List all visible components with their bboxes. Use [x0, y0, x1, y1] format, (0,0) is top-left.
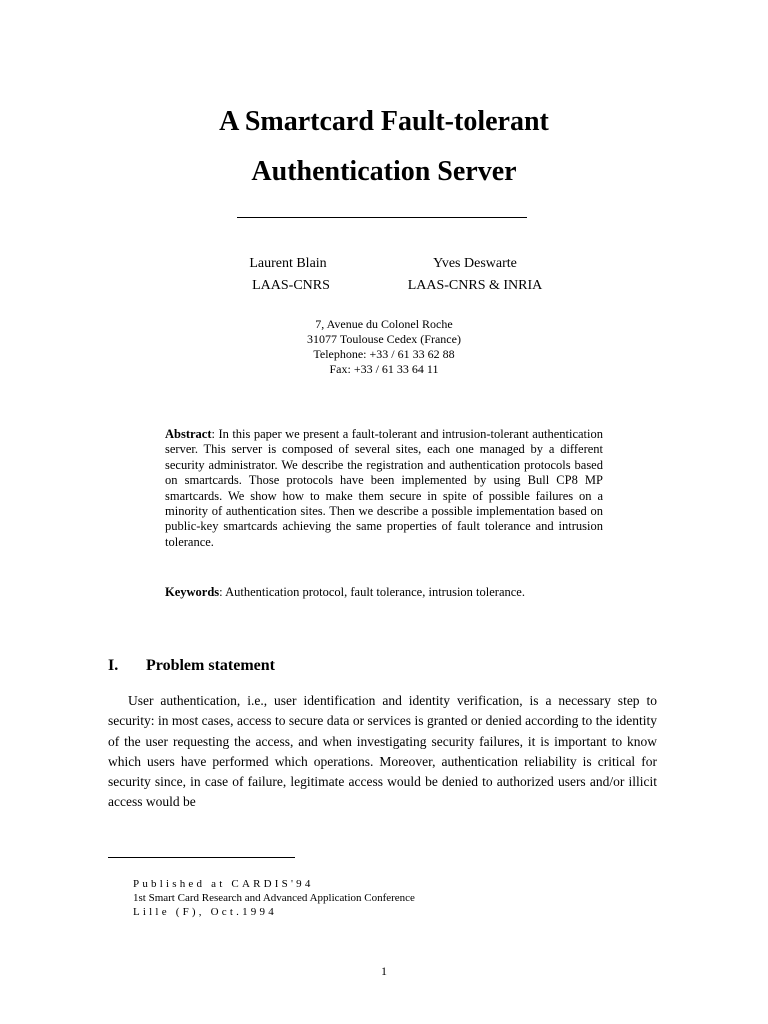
abstract: [165, 427, 603, 550]
address-city: 31077 Toulouse Cedex (France): [307, 332, 461, 346]
footnote-separator: [108, 857, 295, 858]
paper-title-line-2: Authentication Server: [251, 156, 517, 187]
keywords: [165, 584, 615, 600]
address-telephone: Telephone: +33 / 61 33 62 88: [313, 347, 455, 361]
address-street: 7, Avenue du Colonel Roche: [315, 317, 453, 331]
author-2-affiliation: LAAS-CNRS & INRIA: [407, 278, 543, 293]
keywords-label: Keywords: [165, 585, 220, 599]
footnote-line-3: Lille (F), Oct.1994: [133, 906, 277, 918]
keywords-text: : Authentication protocol, fault tolerance, intrusion tolerance.: [219, 585, 525, 599]
section-heading: [108, 656, 275, 676]
footnote: [133, 877, 653, 919]
abstract-text: : In this paper we present a fault-tolerant and intrusion-tolerant authentication server. This server is composed of several sites, each one managed by a different security administrator. We describe the registration and authentication protocols based on smartcards. Those protocols have been implemented by using Bull CP8 MP smartcards. We show how to make them secure in spite of possible failures on a minority of authentication sites. Then we describe a possible implementation based on public-key smartcards achieving the same properties of fault tolerance and intrusion tolerance.: [165, 427, 603, 549]
author-1-name: Laurent Blain: [249, 256, 327, 271]
section-title: Problem statement: [146, 657, 275, 674]
abstract-label: Abstract: [165, 427, 212, 441]
paper-title-line-1: A Smartcard Fault-tolerant: [219, 106, 549, 137]
address-block: [0, 317, 768, 377]
footnote-line-2: 1st Smart Card Research and Advanced Application Conference: [133, 892, 415, 904]
author-2-name: Yves Deswarte: [433, 256, 517, 271]
page-number: 1: [381, 964, 387, 978]
body-paragraph: User authentication, i.e., user identification and identity verification, is a necessary step to security: in most cases, access to secure data or services is granted or denied according to the identity of the user requesting the access, and when investigating security failures, it is important to know which users have performed which operations. Moreover, authentication reliability is critical for security since, in case of failure, legitimate access would be denied to authorized users and/or illicit access would be: [108, 693, 657, 810]
section-number: I.: [108, 657, 119, 674]
footnote-line-1: Published at CARDIS'94: [133, 878, 314, 890]
author-1-affiliation: LAAS-CNRS: [252, 278, 330, 293]
address-fax: Fax: +33 / 61 33 64 11: [329, 362, 439, 376]
title-separator: [237, 217, 527, 218]
